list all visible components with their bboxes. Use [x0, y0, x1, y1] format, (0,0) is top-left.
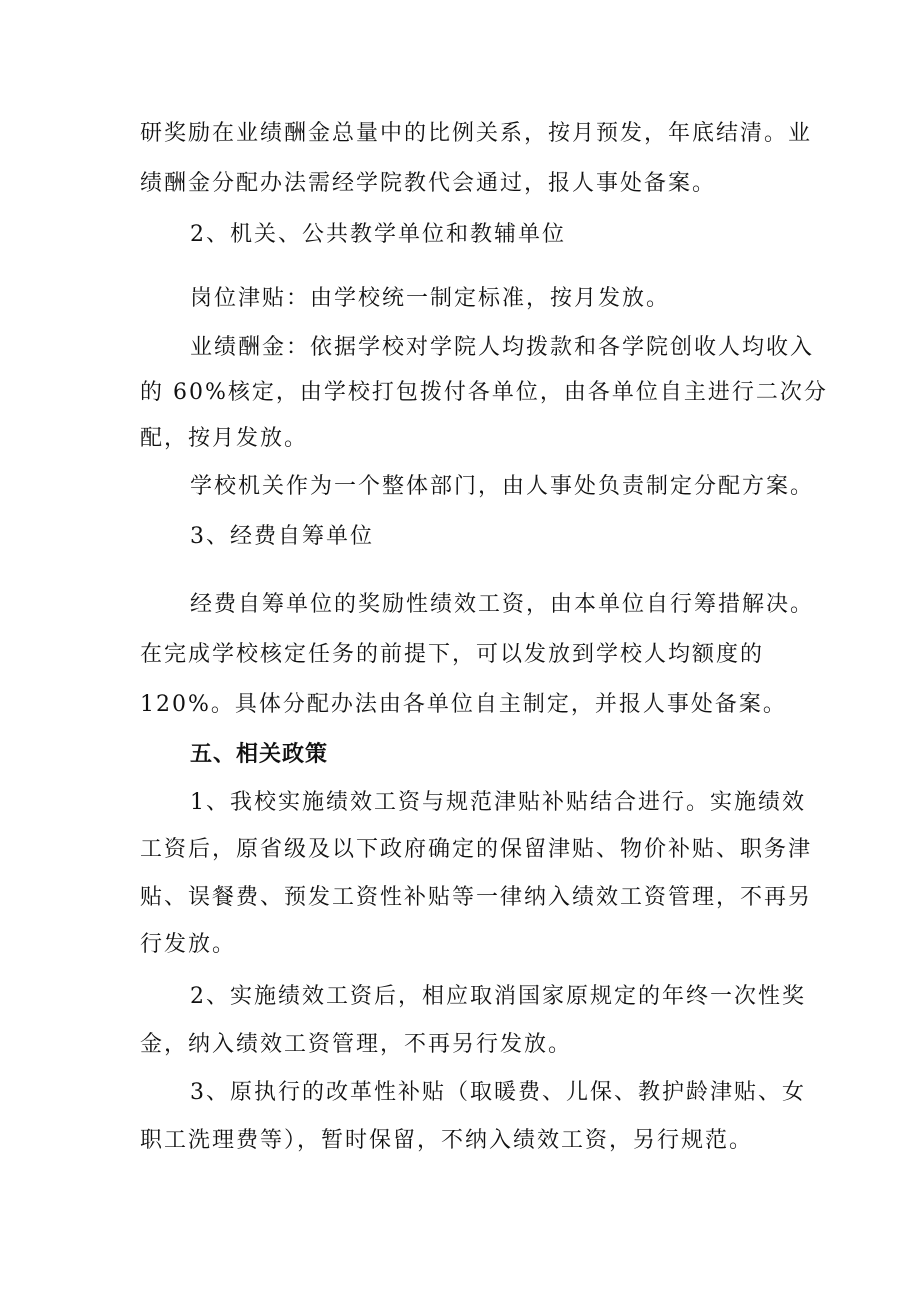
- text-line: 120%。具体分配办法由各单位自主制定，并报人事处备案。: [140, 692, 787, 717]
- text-line: 3、原执行的改革性补贴（取暖费、儿保、教护龄津贴、女: [190, 1080, 806, 1105]
- text-line: 贴、误餐费、预发工资性补贴等一律纳入绩效工资管理，不再另: [140, 885, 813, 910]
- subheading: 2、机关、公共教学单位和教辅单位: [190, 222, 566, 247]
- text-line: 经费自筹单位的奖励性绩效工资，由本单位自行筹措解决。: [190, 592, 815, 617]
- text-line: 职工洗理费等），暂时保留，不纳入绩效工资，另行规范。: [140, 1128, 754, 1153]
- text-line: 配，按月发放。: [140, 426, 309, 451]
- text-line: 工资后，原省级及以下政府确定的保留津贴、物价补贴、职务津: [140, 837, 813, 862]
- text-line: 2、实施绩效工资后，相应取消国家原规定的年终一次性奖: [190, 984, 806, 1009]
- text-line: 研奖励在业绩酬金总量中的比例关系，按月预发，年底结清。业: [140, 121, 813, 146]
- text-line: 在完成学校核定任务的前提下，可以发放到学校人均额度的: [140, 642, 765, 667]
- text-line: 绩酬金分配办法需经学院教代会通过，报人事处备案。: [140, 171, 717, 196]
- section-heading: 五、相关政策: [190, 742, 329, 767]
- text-line: 岗位津贴：由学校统一制定标准，按月发放。: [190, 286, 671, 311]
- text-line: 的 60%核定，由学校打包拨付各单位，由各单位自主进行二次分: [140, 380, 828, 405]
- text-line: 行发放。: [140, 932, 237, 957]
- text-line: 学校机关作为一个整体部门，由人事处负责制定分配方案。: [190, 474, 815, 499]
- text-line: 业绩酬金：依据学校对学院人均拨款和各学院创收人均收入: [190, 335, 815, 360]
- subheading: 3、经费自筹单位: [190, 524, 374, 549]
- text-line: 金，纳入绩效工资管理，不再另行发放。: [140, 1032, 573, 1057]
- text-line: 1、我校实施绩效工资与规范津贴补贴结合进行。实施绩效: [190, 790, 806, 815]
